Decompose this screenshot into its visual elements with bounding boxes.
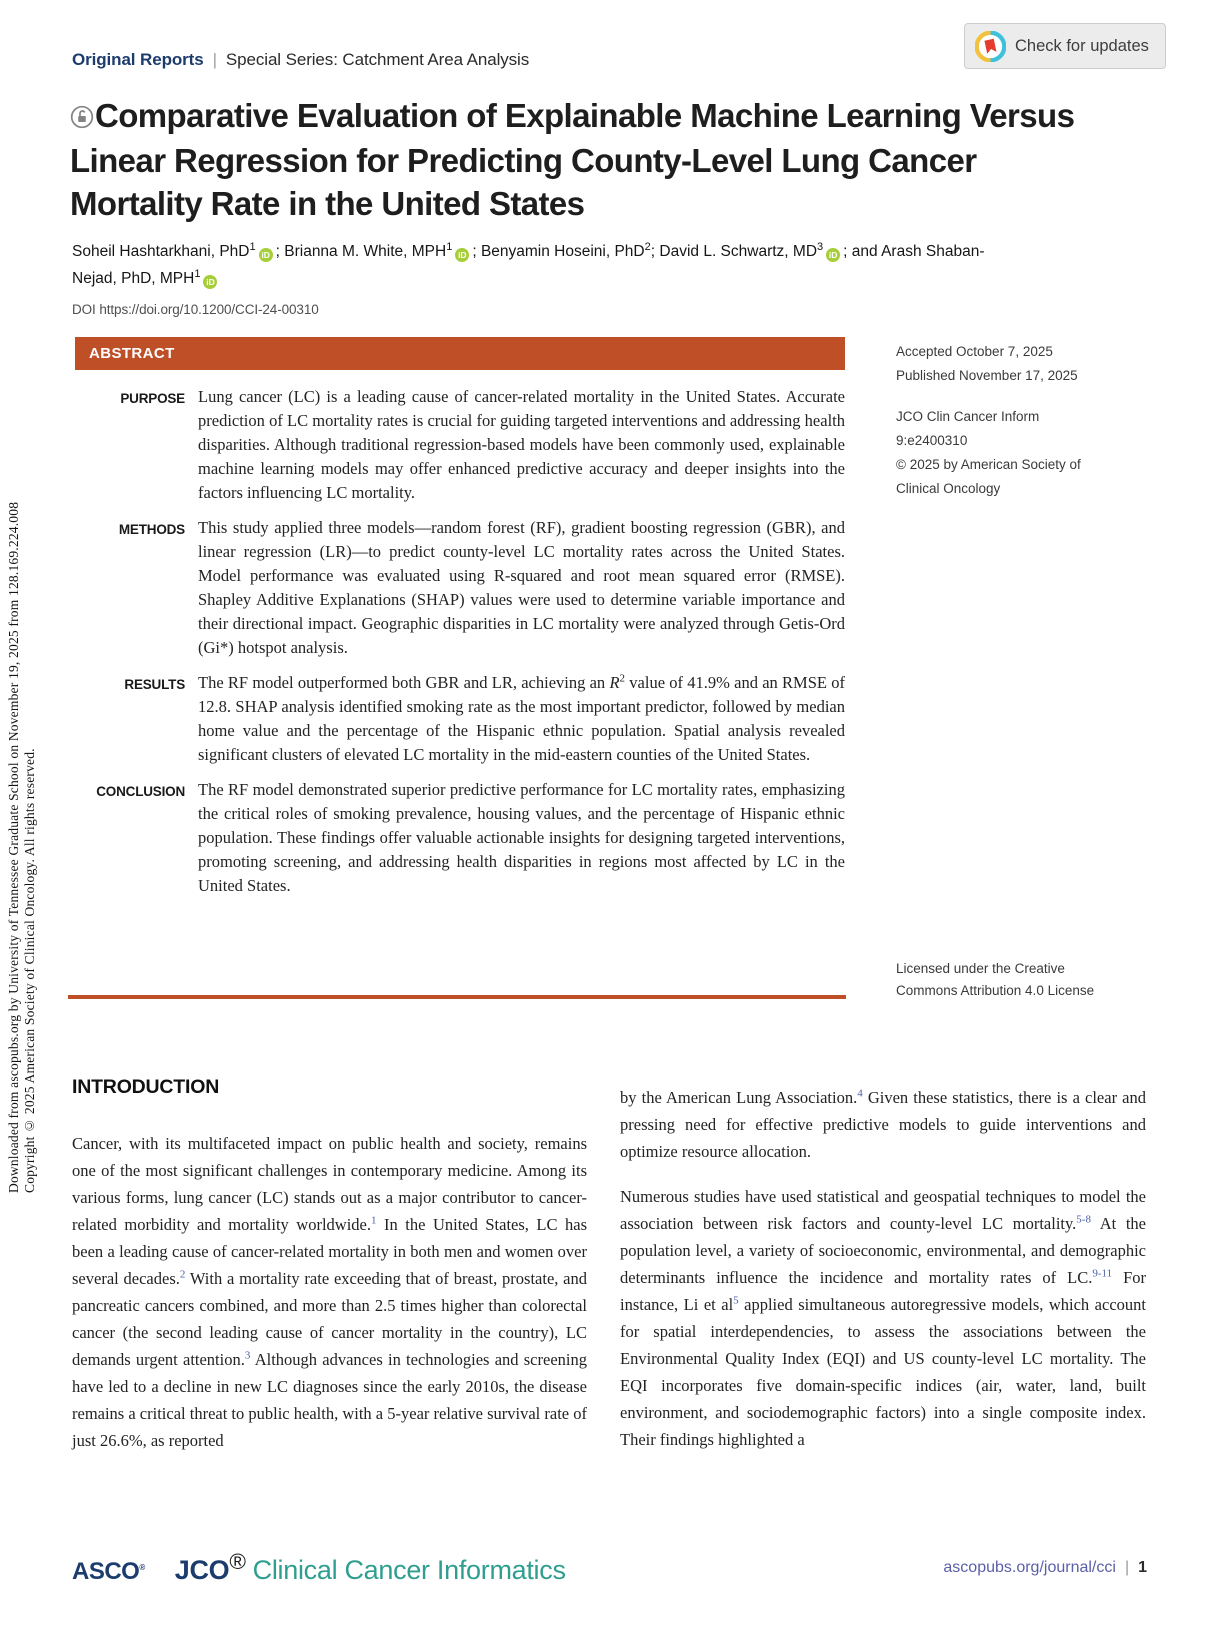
series-label: Special Series: Catchment Area Analysis: [225, 50, 530, 69]
author-name: Soheil Hashtarkhani, PhD$^1$: [72, 240, 256, 260]
abstract-section-label: PURPOSE: [120, 391, 185, 406]
introduction-heading: INTRODUCTION: [72, 1076, 220, 1098]
abstract-section-label: METHODS: [118, 522, 185, 537]
dates-group: [896, 340, 1121, 388]
author-name: David L. Schwartz, $MD^3$: [659, 240, 824, 260]
article-title: [70, 94, 1088, 225]
citation-ref[interactable]: 3: [244, 1349, 251, 1362]
accepted-date: Accepted October 7, 2025: [896, 344, 1053, 359]
intro-paragraph: Numerous studies have used statistical and geospatial techniques to model the association between risk factors and county-level LC mortality.$^{5-8}$ At the population level, a variety of socioeconomic, environmental, and demographic determinants influence the incidence and mortality rates of LC.$^{9-11}$ For instance, Li et al$^5$ applied simultaneous autoregressive models, which account for spatial interdependencies, to assess the associations between the Environmental Quality Index (EQI) and US county-level LC mortality. The EQI incorporates five domain-specific indices (air, water, land, built environment, and sociodemographic factors) into a single composite index. Their findings highlighted a: [620, 1187, 1147, 1449]
journal-name: Clinical Cancer Informatics: [252, 1555, 566, 1585]
orcid-icon[interactable]: iD: [259, 248, 273, 262]
abstract-section: [75, 516, 845, 660]
author-affiliation: 2: [644, 240, 651, 253]
open-access-icon: [70, 96, 94, 139]
citation-ref[interactable]: 5: [733, 1294, 739, 1307]
check-for-updates-button[interactable]: [964, 23, 1166, 69]
superscript: 2: [619, 672, 626, 685]
article-category-row: [72, 50, 529, 70]
article-title-text: Comparative Evaluation of Explainable Machine Learning Versus Linear Regression for Predicting County-Level Lung Cancer Mortality Rate in the United States: [70, 97, 1075, 222]
citation-ref[interactable]: 5-8: [1076, 1213, 1091, 1226]
page-number: 1: [1138, 1559, 1147, 1576]
abstract-section: [75, 671, 845, 767]
orcid-icon[interactable]: iD: [203, 275, 217, 289]
author-name: Benyamin Hoseini, PhD$^2$: [480, 240, 651, 260]
copyright-stamp-line: Copyright © 2025 American Society of Clinical Oncology. All rights reserved.: [22, 748, 37, 1193]
doi-link[interactable]: DOI https://doi.org/10.1200/CCI-24-00310: [72, 302, 319, 317]
abstract-section-label: CONCLUSION: [96, 784, 185, 799]
citation-group: [896, 405, 1121, 501]
author-name: Brianna M. White, MPH$^1$: [284, 240, 453, 260]
intro-paragraph: by the American Lung Association.$^4$ Given these statistics, there is a clear and pressing need for effective predictive models to guide interventions and optimize resource allocation.: [620, 1087, 1146, 1161]
jco-logo-text: JCO: [174, 1555, 230, 1585]
abstract-section-text: Lung cancer (LC) is a leading cause of cancer-related mortality in the United States. Accurate prediction of LC mortality rates is crucial for guiding targeted interventions and addressing health disparities. Although traditional regression-based models have been commonly used, explainable machine learning models may offer enhanced predictive accuracy and deeper insights into the factors influencing LC mortality.: [198, 387, 845, 502]
copyright-line-2: Clinical Oncology: [896, 481, 1001, 496]
section-divider-rule: [68, 995, 846, 999]
license-line-1: Licensed under the Creative: [896, 961, 1065, 976]
intro-paragraph: Cancer, with its multifaceted impact on public health and society, remains one of the most significant challenges in contemporary medicine. Among its various forms, lung cancer (LC) stands out as a major contributor to cancer-related morbidity and mortality worldwide.$^1$ In the United States, LC has been a leading cause of cancer-related mortality in both men and women over several decades.$^2$ With a mortality rate exceeding that of breast, prostate, and pancreatic cancers combined, and more than 2.5 times higher than colorectal cancer (the second leading cause of cancer mortality in the country), LC demands urgent attention.$^3$ Although advances in technologies and screening have led to a decline in new LC diagnoses since the early 2010s, the disease remains a critical threat to public health, with a 5-year relative survival rate of just 26.6%, as reported: [72, 1134, 588, 1450]
abstract-section-text: This study applied three models—random forest (RF), gradient boosting regression (GBR), and linear regression (LR)—to predict county-level LC mortality rates across the United States. Model performance was evaluated using R-squared and root mean squared error (RMSE). Shapley Additive Explanations (SHAP) values were used to determine variable importance and their directional impact. Geographic disparities in LC mortality were analyzed through Getis-Ord (Gi*) hotspot analysis.: [198, 518, 845, 657]
abstract-body: [75, 385, 845, 909]
download-stamp-line: Downloaded from ascopubs.org by University of Tennessee Graduate School on November 19, 2025 from 128.169.224.008: [6, 501, 21, 1193]
journal-url-link[interactable]: ascopubs.org/journal/cci: [943, 1559, 1116, 1576]
intro-column-right: [620, 1084, 1146, 1471]
orcid-icon[interactable]: iD: [826, 248, 840, 262]
copyright-line-1: © 2025 by American Society of: [896, 457, 1081, 472]
license-note: [896, 958, 1121, 1002]
journal-abbrev: JCO Clin Cancer Inform: [896, 409, 1040, 424]
citation-ref[interactable]: 9-11: [1092, 1267, 1113, 1280]
article-meta-sidebar: [896, 340, 1121, 518]
category-label: Original Reports: [72, 50, 204, 69]
article-number: 9:e2400310: [896, 433, 968, 448]
abstract-section: [75, 778, 845, 898]
orcid-icon[interactable]: iD: [455, 248, 469, 262]
italic-text: R: [609, 673, 620, 692]
asco-trademark: ®: [139, 1563, 145, 1572]
citation-ref[interactable]: 4: [857, 1087, 863, 1100]
author-affiliation: 3: [817, 240, 824, 253]
jco-trademark: ®: [229, 1549, 246, 1574]
author-list: Soheil Hashtarkhani, PhD$^1$iD ; Brianna M. White, MPH$^1$iD ; Benyamin Hoseini, PhD$^2$; David L. Schwartz, $MD^3iD$ ; and Arash Shaban-Nejad, PhD, MPH$^1$iD: [72, 240, 985, 287]
citation-ref[interactable]: 2: [179, 1268, 186, 1281]
author-name: Arash Shaban-Nejad, PhD, MPH$^1$: [72, 243, 985, 287]
abstract-section-text: The RF model demonstrated superior predictive performance for LC mortality rates, emphasizing the critical roles of smoking prevalence, housing values, and the percentage of Hispanic ethnic population. These findings offer valuable actionable insights for designing targeted interventions, promoting screening, and addressing health disparities in regions most affected by LC in the United States.: [198, 780, 845, 895]
author-affiliation: 1: [249, 240, 256, 253]
asco-logo[interactable]: ASCO®: [72, 1558, 145, 1585]
abstract-section-text: The RF model outperformed both GBR and LR, achieving an $R^2$ value of 41.9% and an RMSE of 12.8. SHAP analysis identified smoking rate as the most important predictor, followed by median home value and the percentage of the Hispanic ethnic population. Spatial analysis revealed significant clusters of elevated LC mortality in the mid-eastern counties of the United States.: [198, 672, 845, 764]
check-updates-label: Check for updates: [1015, 36, 1149, 55]
intro-column-left: [72, 1130, 587, 1472]
jco-journal-logo[interactable]: [175, 1549, 566, 1586]
crossmark-icon: [975, 31, 1006, 62]
footer-pagination: [943, 1559, 1147, 1577]
footer-branding: [72, 1549, 566, 1586]
abstract-section-label: RESULTS: [124, 677, 185, 692]
citation-ref[interactable]: 1: [371, 1214, 377, 1227]
license-line-2: Commons Attribution 4.0 License: [896, 983, 1095, 998]
author-affiliation: 1: [194, 267, 201, 280]
download-attribution-text: [6, 383, 38, 1193]
published-date: Published November 17, 2025: [896, 368, 1078, 383]
category-separator: |: [212, 50, 217, 69]
footer-separator: |: [1124, 1559, 1130, 1576]
abstract-section: [75, 385, 845, 505]
abstract-heading: ABSTRACT: [75, 337, 845, 370]
author-affiliation: 1: [446, 240, 453, 253]
